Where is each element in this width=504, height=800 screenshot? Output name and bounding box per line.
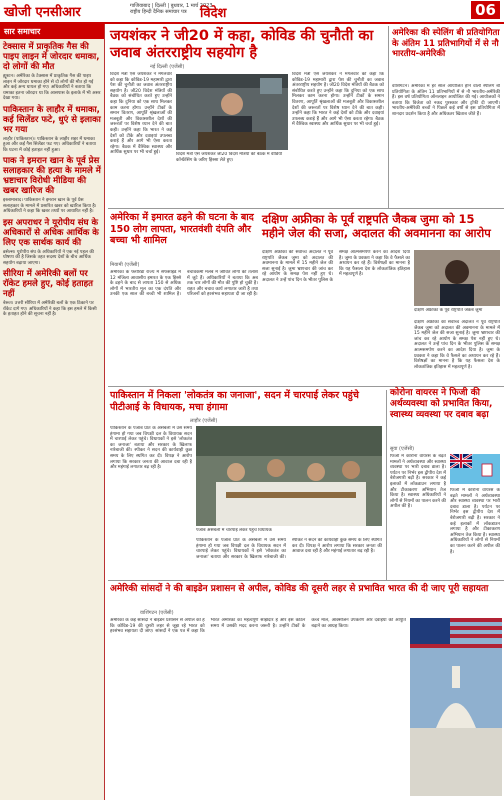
brief-item	[0, 218, 104, 267]
brief-text: इस्लामाबाद। पाकिस्तान ने इमरान खान के पूर्व प्रेस सलाहकार के मामले में प्रसारित खबर को खारिज किया है। अधिकारियों ने कहा कि खबर तथ्यों पर आधारित नहीं है।	[3, 198, 97, 214]
spelling-bee-body: वाशिंगटन। अमेरिका में हर साल आयोजित होने वाली स्पेलिंग बी प्रतियोगिता के अंतिम 11 प्रतिभागियों में से नौ भारतीय-अमेरिकी हैं। इस वर्ष प्रतियोगिता ऑनलाइन आयोजित की गई। आयोजकों ने बताया कि विजेता को नकद पुरस्कार और ट्रॉफी दी जाएगी। भारतीय-अमेरिकी बच्चों ने पिछले कई वर्षों से इस प्रतियोगिता में शानदार प्रदर्शन किया है और अधिकतर खिताब जीते हैं।	[392, 84, 500, 117]
zuma-photo	[414, 250, 500, 306]
section-title: विदेश	[200, 6, 227, 21]
brand-logo: खोजी एनसीआर	[4, 5, 81, 20]
news-brief-column	[0, 24, 105, 800]
assembly-photo	[196, 426, 382, 526]
edition-line: राष्ट्रीय हिन्दी दैनिक समाचार पत्र	[130, 9, 187, 15]
pakistan-headline: पाकिस्तान में निकला 'लोकतंत्र का जनाजा', सदन में चारपाई लेकर पहुंचे पीटीआई के विधायक, मचा हंगामा	[110, 390, 359, 413]
brief-title: इस अपराधर ने यूरोपीय संघ के अधिकारों से अधिक आर्थिक के लिए एक सार्थक कार्य की	[3, 217, 99, 248]
pakistan-caption: पंजाब असेंबली में चारपाई लेकर पहुंचे विधायक	[196, 528, 272, 533]
page-number: 06	[471, 1, 500, 19]
pakistan-body-continued: पाकिस्तान के पंजाब प्रांत के असेंबली में उस समय हंगामा हो गया जब विपक्षी दल के विधायक सदन में चारपाई लेकर पहुंचे। विधायकों ने इसे 'लोकतंत्र का जनाजा' बताया और सरकार के खिलाफ नारेबाजी की। स्पीकर ने सदन की कार्यवाही कुछ समय के लिए स्थगित कर दी। विपक्ष ने आरोप लगाया कि सरकार जनता की आवाज दबा रही है और महंगाई लगातार बढ़ रही है।	[196, 538, 382, 560]
fiji-body-continued: फिजी में कोरोना वायरस के बढ़ते मामलों ने अर्थव्यवस्था और स्वास्थ्य व्यवस्था पर भारी दबाव डाला है। पर्यटन पर निर्भर इस द्वीपीय देश में बेरोजगारी बढ़ी है। सरकार ने कई इलाकों में लॉकडाउन लगाया है और टीकाकरण अभियान तेज किया है। स्वास्थ्य अधिकारियों ने लोगों से नियमों का पालन करने की अपील की है।	[450, 488, 500, 555]
senators-byline: वाशिंगटन (एजेंसी)	[140, 610, 174, 616]
brief-item	[0, 42, 104, 102]
section-rule	[108, 580, 504, 581]
masthead	[0, 0, 504, 24]
lead-caption: विदेश मंत्री एस जयशंकर जी20 विदेश मंत्रियों की बैठक में वीडियो कॉन्फ्रेंसिंग के जरिए हिस्सा लेते हुए।	[176, 152, 283, 163]
brief-item	[0, 269, 104, 318]
brief-text: ब्रसेल्स। यूरोपीय संघ के अधिकारियों ने एक नई पहल की घोषणा की है जिसके तहत सदस्य देशों के बीच आर्थिक सहयोग बढ़ाया जाएगा।	[3, 249, 94, 266]
brief-text: बेरूत। उत्तरी सीरिया में अमेरिकी बलों के एक ठिकाने पर रॉकेट दागे गए। अधिकारियों ने कहा कि इस हमले में किसी के हताहत होने की सूचना नहीं है।	[3, 301, 97, 317]
fiji-headline: कोरोना वायरस ने फिजी की अर्थव्यवस्था को प्रभावित किया, स्वास्थ्य व्यवस्था पर दबाव बढ़ा	[390, 388, 493, 420]
brief-title: पाक ने इमरान खान के पूर्व प्रेस सलाहकार की हत्या के मामले में भ्रष्टाचार विरोधी मीडिया की खबर खारिज की	[3, 156, 101, 196]
brief-text: लाहौर (पाकिस्तान)। पाकिस्तान के लाहौर शहर में धमाका हुआ और कई गैस सिलेंडर फट गए। अधिकारियों ने बताया कि घटना में कोई हताहत नहीं हुआ।	[3, 136, 96, 153]
senators-body: अमेरिका के कई सांसदों ने बाइडेन प्रशासन से अपील की है कि कोविड-19 की दूसरी लहर से जूझ रहे भारत को हरसंभव सहायता दी जाए। सांसदों ने एक पत्र में कहा कि भारत अमेरिका का महत्वपूर्ण साझेदार है और इस कठिन समय में उसकी मदद करना जरूरी है। उन्होंने टीकों के कच्चे माल, ऑक्सीजन उपकरण और दवाइयों की आपूर्ति बढ़ाने का आग्रह किया।	[110, 618, 406, 635]
pakistan-photo	[196, 426, 382, 526]
section-rule	[108, 208, 504, 209]
zuma-body-continued: दक्षिण अफ्रीका की सर्वोच्च अदालत ने पूर्व राष्ट्रपति जैकब जुमा को अदालत की अवमानना के मामले में 15 महीने जेल की सजा सुनाई है। जुमा भ्रष्टाचार की जांच कर रहे आयोग के समक्ष पेश नहीं हुए थे। अदालत ने उन्हें पांच दिन के भीतर पुलिस के समक्ष आत्मसमर्पण करने का आदेश दिया है। जुमा के प्रवक्ता ने कहा कि वे फैसले का अध्ययन कर रहे हैं। विशेषज्ञों का मानना है कि यह फैसला देश के लोकतांत्रिक इतिहास में महत्वपूर्ण है।	[414, 320, 500, 370]
pakistan-byline: लाहौर (एजेंसी)	[190, 418, 218, 424]
fiji-byline: सुवा (एजेंसी)	[390, 446, 415, 452]
lead-body: विदेश मंत्री एस जयशंकर ने मंगलवार को कहा कि कोविड-19 महामारी द्वारा पेश की चुनौती का जवाब अंतरराष्ट्रीय सहयोग है। जी20 विदेश मंत्रियों की बैठक को संबोधित करते हुए उन्होंने कहा कि दुनिया को एक साथ मिलकर काम करना होगा। उन्होंने टीकों के समान वितरण, आपूर्ति श्रृंखलाओं की मजबूती और विकासशील देशों की जरूरतों पर विशेष ध्यान देने की बात कही। उन्होंने कहा कि भारत ने कई देशों को टीके और दवाइयां उपलब्ध कराई हैं और आगे भी ऐसा करता रहेगा। बैठक में वैश्विक स्वास्थ्य और आर्थिक सुधार पर भी चर्चा हुई।	[110, 72, 172, 156]
lead-photo	[176, 74, 288, 150]
brief-title: सीरिया में अमेरिकी बलों पर रॉकेट हमले हुए, कोई हताहत नहीं	[3, 269, 93, 299]
zuma-body: दक्षिण अफ्रीका की सर्वोच्च अदालत ने पूर्व राष्ट्रपति जैकब जुमा को अदालत की अवमानना के मामले में 15 महीने जेल की सजा सुनाई है। जुमा भ्रष्टाचार की जांच कर रहे आयोग के समक्ष पेश नहीं हुए थे। अदालत ने उन्हें पांच दिन के भीतर पुलिस के समक्ष आत्मसमर्पण करने का आदेश दिया है। जुमा के प्रवक्ता ने कहा कि वे फैसले का अध्ययन कर रहे हैं। विशेषज्ञों का मानना है कि यह फैसला देश के लोकतांत्रिक इतिहास में महत्वपूर्ण है।	[262, 250, 410, 283]
column-divider	[388, 26, 389, 208]
fiji-flag	[450, 454, 500, 484]
senators-photo	[410, 618, 502, 796]
pakistan-body: पाकिस्तान के पंजाब प्रांत के असेंबली में उस समय हंगामा हो गया जब विपक्षी दल के विधायक सदन में चारपाई लेकर पहुंचे। विधायकों ने इसे 'लोकतंत्र का जनाजा' बताया और सरकार के खिलाफ नारेबाजी की। स्पीकर ने सदन की कार्यवाही कुछ समय के लिए स्थगित कर दी। विपक्ष ने आरोप लगाया कि सरकार जनता की आवाज दबा रही है और महंगाई लगातार बढ़ रही है।	[110, 426, 192, 471]
us-capitol-photo	[410, 618, 502, 796]
zuma-headline: दक्षिण अफ्रीका के पूर्व राष्ट्रपति जैकब जुमा को 15 महीने जेल की सजा, अदालत की अवमानना का आरोप	[262, 212, 491, 240]
brief-text: ह्यूस्टन। अमेरिका के टेक्सास में प्राकृतिक गैस की पाइप लाइन में जोरदार धमाका होने से दो लोगों की मौत हो गई और कई अन्य घायल हो गए। अधिकारियों ने बताया कि धमाका इतना जोरदार था कि आसपास के इलाके में भी असर देखा गया।	[3, 74, 101, 101]
edition-line: गाजियाबाद | दिल्ली | बुधवार, 1 मार्च 2023	[130, 3, 213, 9]
lead-body-continued: विदेश मंत्री एस जयशंकर ने मंगलवार को कहा कि कोविड-19 महामारी द्वारा पेश की चुनौती का जवाब अंतरराष्ट्रीय सहयोग है। जी20 विदेश मंत्रियों की बैठक को संबोधित करते हुए उन्होंने कहा कि दुनिया को एक साथ मिलकर काम करना होगा। उन्होंने टीकों के समान वितरण, आपूर्ति श्रृंखलाओं की मजबूती और विकासशील देशों की जरूरतों पर विशेष ध्यान देने की बात कही। उन्होंने कहा कि भारत ने कई देशों को टीके और दवाइयां उपलब्ध कराई हैं और आगे भी ऐसा करता रहेगा। बैठक में वैश्विक स्वास्थ्य और आर्थिक सुधार पर भी चर्चा हुई।	[292, 72, 384, 128]
senators-headline: अमेरिकी सांसदों ने की बाइडेन प्रशासन से अपील, कोविड की दूसरी लहर से प्रभावित भारत की दी जाए पूरी सहायता	[110, 584, 489, 594]
building-headline: अमेरिका में इमारत ढहने की घटना के बाद 150 लोग लापता, भारतवंशी दंपति और बच्चा भी शामिल	[110, 212, 254, 246]
lead-byline: नई दिल्ली (एजेंसी)	[150, 64, 185, 70]
news-brief-header: सार समाचार	[0, 24, 104, 39]
brief-title: पाकिस्तान के लाहौर में धमाका, कई सिलेंडर फटे, धुएं से इलाका भर गया	[3, 104, 101, 135]
spelling-bee-headline: अमेरिका की स्पेलिंग बी प्रतियोगिता के अंतिम 11 प्रतिभागियों में से नौ भारतीय-अमेरिकी	[392, 28, 500, 59]
brief-title: टेक्सास में प्राकृतिक गैस की पाइप लाइन में जोरदार धमाका, दो लोगों की मौत	[3, 42, 100, 72]
building-byline: मियामी (एजेंसी)	[110, 262, 140, 268]
section-rule	[108, 386, 504, 387]
fiji-body: फिजी में कोरोना वायरस के बढ़ते मामलों ने अर्थव्यवस्था और स्वास्थ्य व्यवस्था पर भारी दबाव डाला है। पर्यटन पर निर्भर इस द्वीपीय देश में बेरोजगारी बढ़ी है। सरकार ने कई इलाकों में लॉकडाउन लगाया है और टीकाकरण अभियान तेज किया है। स्वास्थ्य अधिकारियों ने लोगों से नियमों का पालन करने की अपील की है।	[390, 454, 446, 510]
zuma-caption: दक्षिण अफ्रीका के पूर्व राष्ट्रपति जैकब जुमा	[414, 308, 483, 313]
lead-headline: जयशंकर ने जी20 में कहा, कोविड की चुनौती का जवाब अंतरराष्ट्रीय सहयोग है	[110, 28, 374, 61]
fiji-flag-icon	[450, 454, 500, 484]
zuma-portrait	[414, 250, 500, 306]
building-body: अमेरिका के फ्लोरिडा राज्य में सर्फसाइड में 12 मंजिला आवासीय इमारत के एक हिस्से के ढहने के बाद से लापता 150 से अधिक लोगों में भारतीय मूल का एक दंपति और उनकी एक साल की बच्ची भी शामिल है। बचावकर्मी मलबे में जीवित लोगों की तलाश में जुटे हैं। अधिकारियों ने बताया कि अब तक चार लोगों की मौत की पुष्टि हो चुकी है। राहत और बचाव कार्य लगातार जारी है तथा परिजनों को हरसंभव सहायता दी जा रही है।	[110, 270, 258, 298]
brief-item	[0, 105, 104, 154]
brief-item	[0, 156, 104, 215]
jaishankar-photo	[176, 74, 288, 150]
column-divider	[386, 390, 387, 580]
